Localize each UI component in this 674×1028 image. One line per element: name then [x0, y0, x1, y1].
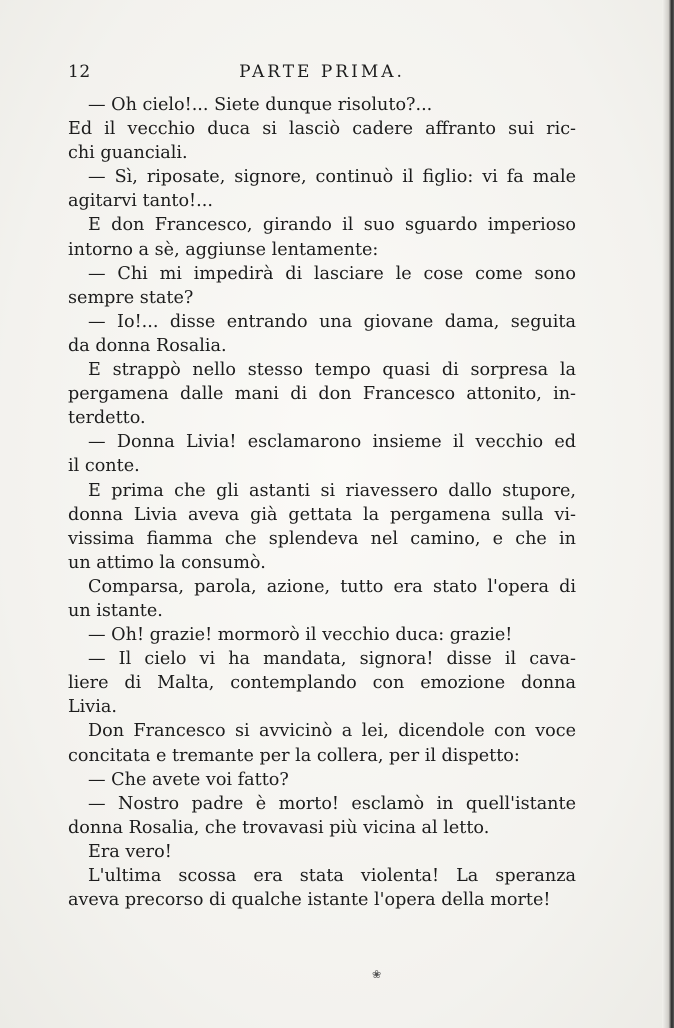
text-line: agitarvi tanto!... — [68, 191, 213, 212]
text-line: vissima fiamma che splendeva nel camino, e che in — [68, 528, 576, 549]
text-line: un attimo la consumò. — [68, 552, 266, 573]
text-line: — Nostro padre è morto! esclamò in quell'istante — [88, 793, 576, 814]
text-line: liere di Malta, contemplando con emozione donna — [68, 673, 576, 694]
text-line: donna Livia aveva già gettata la pergamena sulla vi- — [68, 504, 576, 525]
page-edge-shadow — [662, 0, 674, 1028]
text-line: da donna Rosalia. — [68, 335, 227, 356]
text-line: E strappò nello stesso tempo quasi di sorpresa la — [88, 360, 576, 381]
text-line: Ed il vecchio duca si lasciò cadere affranto sui ric- — [68, 119, 576, 140]
text-line: — Oh! grazie! mormorò il vecchio duca: grazie! — [88, 625, 513, 646]
text-line: intorno a sè, aggiunse lentamente: — [68, 239, 379, 260]
text-line: sempre state? — [68, 287, 194, 308]
text-line: aveva precorso di qualche istante l'opera della morte! — [68, 890, 551, 911]
text-line: Era vero! — [88, 841, 172, 862]
text-line: — Sì, riposate, signore, continuò il figlio: vi fa male — [88, 167, 576, 188]
text-line: — Donna Livia! esclamarono insieme il vecchio ed — [88, 432, 576, 453]
text-line: un istante. — [68, 600, 163, 621]
text-line: terdetto. — [68, 408, 146, 429]
page-header — [68, 62, 576, 88]
text-line: — Io!... disse entrando una giovane dama, seguita — [88, 311, 576, 332]
body-text — [68, 93, 576, 912]
running-title: PARTE PRIMA. — [239, 62, 405, 82]
text-line: chi guanciali. — [68, 143, 188, 164]
text-line: Don Francesco si avvicinò a lei, dicendole con voce — [88, 721, 576, 742]
text-line: il conte. — [68, 456, 140, 477]
text-line: — Oh cielo!... Siete dunque risoluto?... — [88, 95, 433, 115]
text-line: — Il cielo vi ha mandata, signora! disse il cava- — [88, 649, 576, 670]
text-line: E prima che gli astanti si riavessero dallo stupore, — [88, 480, 576, 501]
text-line: concitata e tremante per la collera, per il dispetto: — [68, 745, 520, 766]
text-line: — Che avete voi fatto? — [88, 769, 289, 790]
text-line: pergamena dalle mani di don Francesco attonito, in- — [68, 384, 576, 405]
text-line: — Chi mi impedirà di lasciare le cose come sono — [88, 263, 576, 284]
text-line: E don Francesco, girando il suo sguardo imperioso — [88, 215, 576, 236]
text-line: Livia. — [68, 697, 117, 718]
text-line: donna Rosalia, che trovavasi più vicina al letto. — [68, 817, 490, 838]
text-line: L'ultima scossa era stata violenta! La speranza — [88, 866, 576, 886]
page-number: 12 — [68, 62, 91, 82]
text-line: Comparsa, parola, azione, tutto era stato l'opera di — [88, 576, 576, 597]
ink-speck: ❀ — [372, 968, 382, 981]
